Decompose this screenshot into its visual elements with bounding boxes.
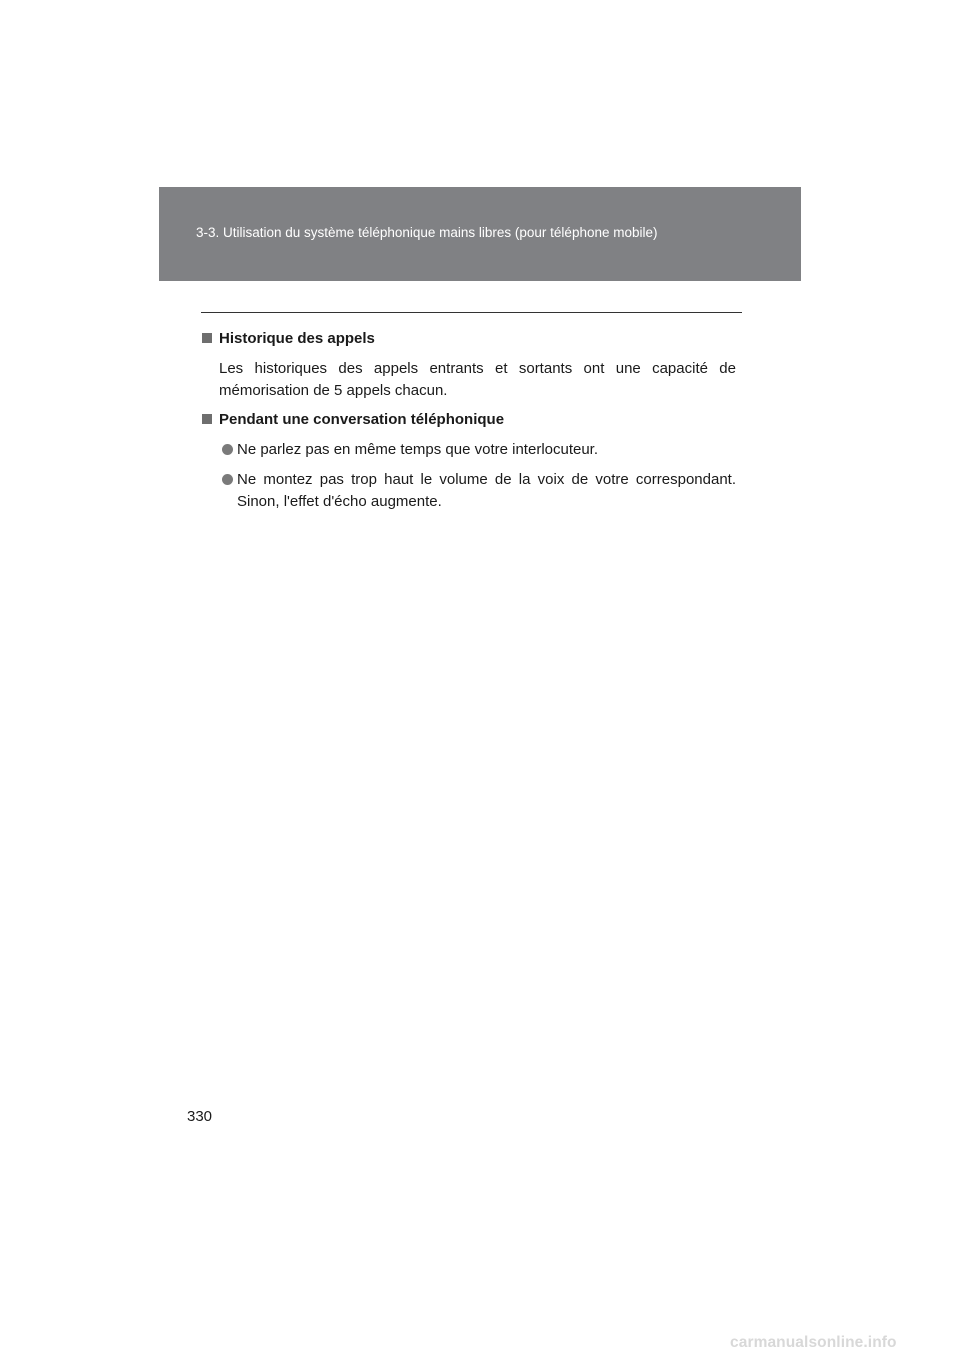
list-item-text: Ne montez pas trop haut le volume de la voix de votre correspondant. <box>237 471 736 488</box>
header-rule <box>201 312 742 313</box>
paragraph-line: mémorisation de 5 appels chacun. <box>219 382 448 399</box>
section-header-band <box>159 187 801 281</box>
section-heading-conversation <box>201 409 736 431</box>
heading-text: Pendant une conversation téléphonique <box>219 411 505 428</box>
call-history-paragraph <box>201 358 736 402</box>
square-bullet-icon <box>202 333 212 343</box>
list-item <box>201 469 736 513</box>
square-bullet-icon <box>202 414 212 424</box>
heading-text: Historique des appels <box>219 330 375 347</box>
page-content <box>201 328 736 513</box>
section-heading-call-history <box>201 328 736 350</box>
section-title: 3-3. Utilisation du système téléphonique mains libres (pour téléphone mobile) <box>196 225 658 240</box>
circle-bullet-icon <box>222 474 233 485</box>
paragraph-line: Les historiques des appels entrants et sortants ont une capacité de <box>219 360 736 377</box>
list-item-text: Ne parlez pas en même temps que votre interlocuteur. <box>237 441 599 458</box>
watermark: carmanualsonline.info <box>730 1334 897 1351</box>
page-number: 330 <box>187 1108 213 1125</box>
list-item <box>201 439 736 461</box>
circle-bullet-icon <box>222 444 233 455</box>
list-item-text: Sinon, l'effet d'écho augmente. <box>237 493 442 510</box>
